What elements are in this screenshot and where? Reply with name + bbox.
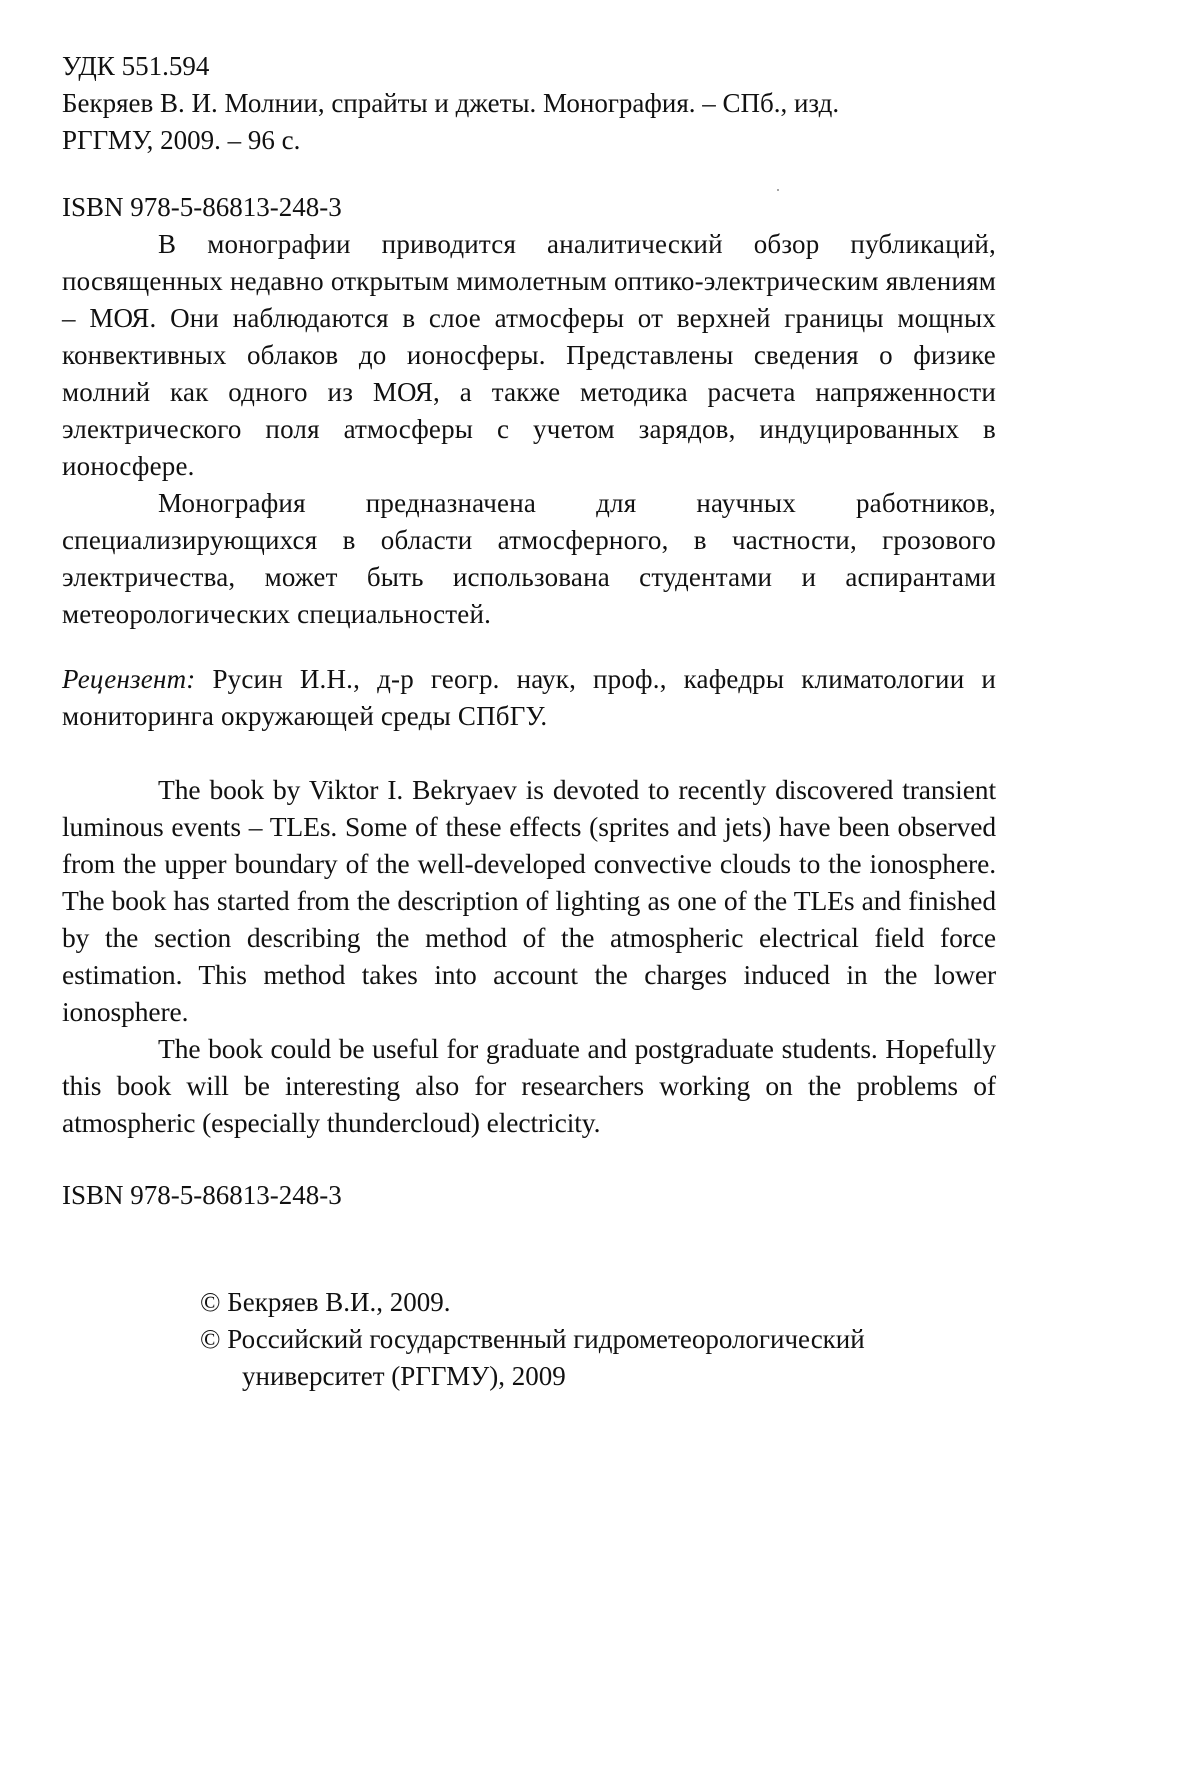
abstract-ru-paragraph-1: В монографии приводится аналитический обзор публикаций, посвященных недавно открытым мимолетным оптико-электрическим явлениям – МОЯ. Они наблюдаются в слое атмосферы от верхней границы мощных конвективных облаков до ионосферы. Представлены сведения о физике молний как одного из МОЯ, а также методика расчета напряженности электрического поля атмосферы с учетом зарядов, индуцированных в ионосфере. [62, 229, 996, 481]
abstract-ru-paragraph-2: Монография предназначена для научных работников, специализирующихся в области атмосферного, в частности, грозового электричества, может быть использована студентами и аспирантами метеорологических специальностей. [62, 488, 996, 629]
citation-line-2: РГГМУ, 2009. – 96 с. [62, 125, 301, 155]
reviewer-block [62, 661, 996, 735]
reviewer-label: Рецензент: [62, 664, 196, 694]
abstract-en-paragraph-2: The book could be useful for graduate and postgraduate students. Hopefully this book will be interesting also for researchers working on the problems of atmospheric (especially thundercloud) electricity. [62, 1033, 996, 1138]
copyright-university-line-2: университет (РГГМУ), 2009 [242, 1361, 566, 1391]
isbn-top: ISBN 978-5-86813-248-3 [62, 192, 342, 222]
isbn-bottom: ISBN 978-5-86813-248-3 [62, 1180, 342, 1210]
udc-code: УДК 551.594 [62, 51, 210, 81]
copyright-university-line-1: © Российский государственный гидрометеорологический [200, 1324, 865, 1354]
citation-line-1: Бекряев В. И. Молнии, спрайты и джеты. Монография. – СПб., изд. [62, 88, 840, 118]
document-page [62, 48, 996, 1395]
reviewer-text: Русин И.Н., д-р геогр. наук, проф., кафедры климатологии и мониторинга окружающей среды СПбГУ. [62, 664, 996, 731]
copyright-block [200, 1284, 996, 1395]
copyright-author: © Бекряев В.И., 2009. [200, 1287, 451, 1317]
abstract-en-paragraph-1: The book by Viktor I. Bekryaev is devoted to recently discovered transient luminous events – TLEs. Some of these effects (sprites and jets) have been observed from the upper boundary of the well-developed convective clouds to the ionosphere. The book has started from the description of lighting as one of the TLEs and finished by the section describing the method of the atmospheric electrical field force estimation. This method takes into account the charges induced in the lower ionosphere. [62, 774, 996, 1027]
